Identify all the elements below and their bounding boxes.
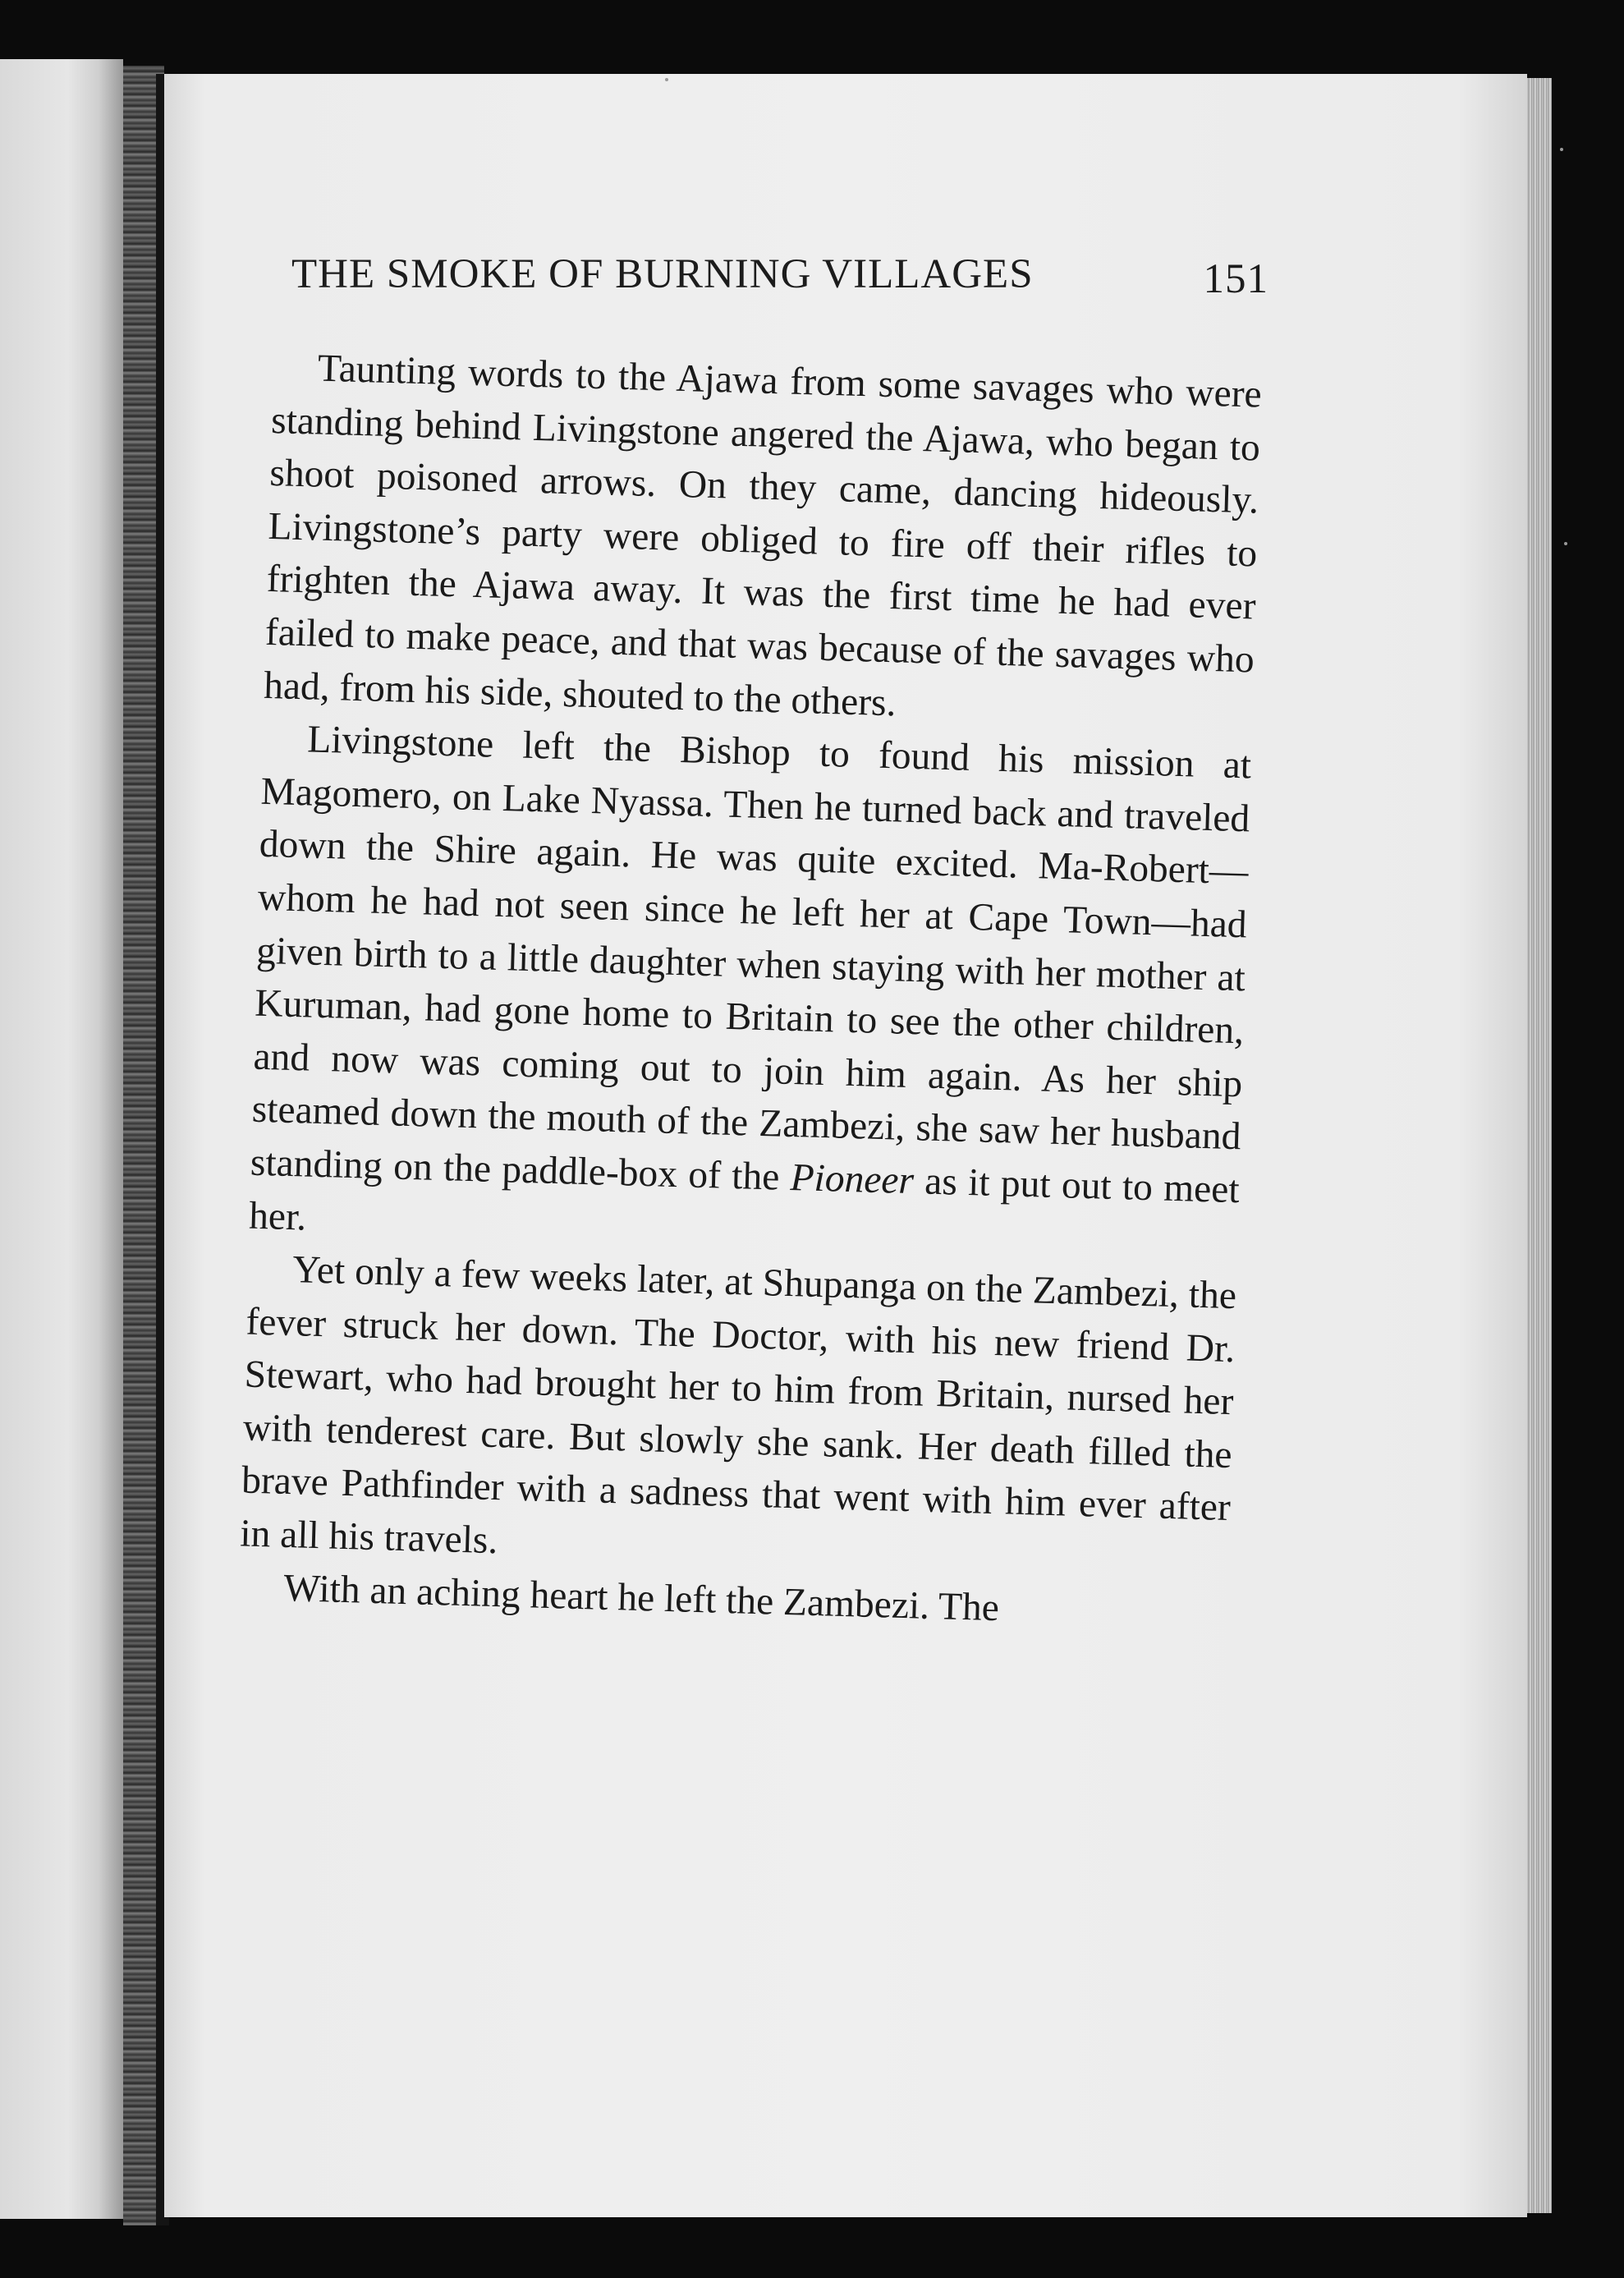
paragraph-text: as it put out to meet her.: [248, 1160, 1241, 1239]
paragraph: With an aching heart he left the Zambezi. The: [282, 1566, 1000, 1629]
scan-speck: [1560, 148, 1563, 151]
paragraph-text: Livingstone left the Bishop to found his mission at Magomero, on Lake Nyassa. Then he turned back and traveled down the Shire again. He was quite excited. Ma-Robert—whom he had not seen since he left her at Cape Town—had given birth to a little daughter when staying with her mother at Kuruman, had gone home to Britain to see the other children, and now was coming out to join him again. As her ship steamed down the mouth of the Zambezi, she saw her husband standing on the paddle-box of the: [250, 718, 1252, 1199]
running-head: [291, 250, 1268, 302]
paragraph: Taunting words to the Ajawa from some savages who were standing behind Livingstone angered the Ajawa, who began to shoot poisoned arrows. On they came, dancing hideously. Livingstone’s party were obliged to fire off their rifles to frighten the Ajawa away. It was the first time he had ever failed to make peace, and that was because of the savages who had, from his side, shouted to the others.: [263, 347, 1263, 724]
scan-speck: [1564, 542, 1567, 545]
scan-speck: [665, 78, 668, 81]
page-number: 151: [1203, 256, 1268, 302]
ship-name: Pioneer: [789, 1155, 915, 1203]
body-text: [238, 341, 1263, 1641]
running-head-title: THE SMOKE OF BURNING VILLAGES: [291, 251, 1034, 297]
facing-page-edge: [0, 59, 123, 2219]
paragraph: Yet only a few weeks later, at Shupanga on the Zambezi, the fever struck her down. The Doctor, with his new friend Dr. Stewart, who had brought her to him from Britain, nursed her with tenderest care. But slowly she sank. Her death filled the brave Pathfinder with a sadness that went with him ever after in all his travels.: [239, 1248, 1237, 1563]
paragraph: [248, 712, 1252, 1270]
page-stack-edge: [1527, 78, 1552, 2213]
